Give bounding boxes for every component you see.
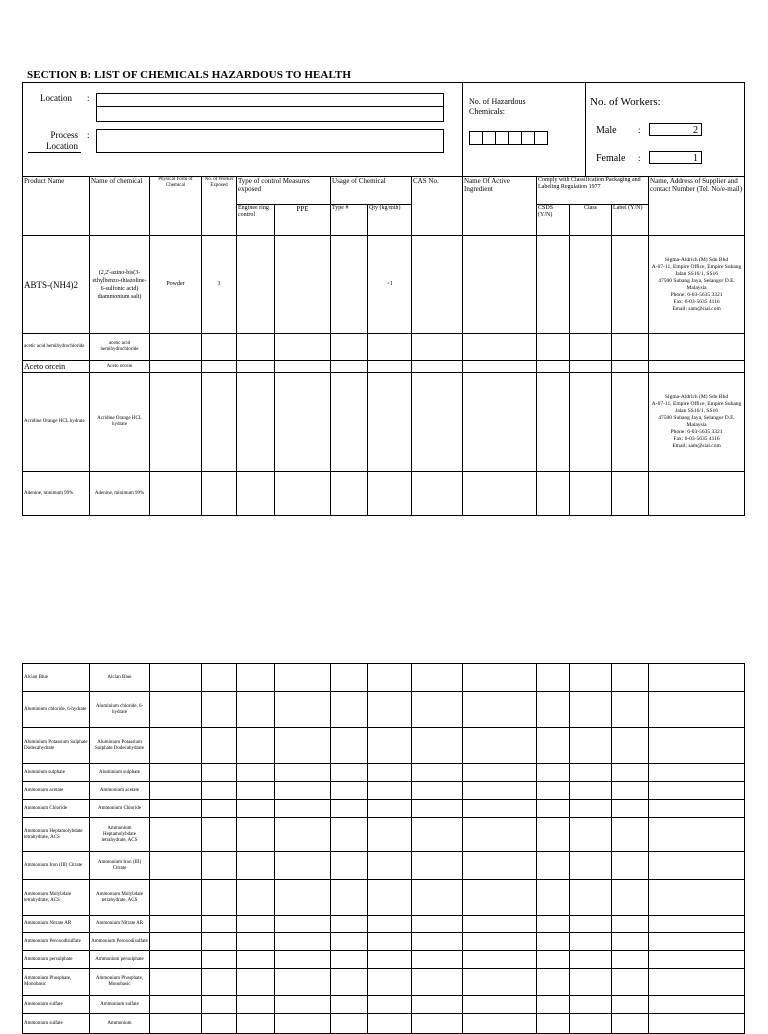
row-physical-form: Powder: [150, 236, 202, 334]
empty-cell: [368, 664, 412, 692]
table-row: [23, 334, 745, 361]
chemicals-table-bottom: [22, 663, 745, 1034]
row-chemical: Ammonium Chloride: [90, 800, 150, 818]
empty-cell: [570, 969, 612, 996]
female-label: Female: [596, 153, 626, 164]
col-product-name: Product Name: [23, 177, 90, 236]
table-row: [23, 472, 745, 516]
empty-cell: [331, 969, 368, 996]
table-row: [23, 916, 745, 933]
row-product: ABTS-(NH4)2: [23, 236, 90, 334]
empty-cell: [612, 933, 649, 951]
empty-cell: [368, 969, 412, 996]
empty-cell: [570, 880, 612, 916]
empty-cell: [202, 880, 237, 916]
row-product: Ammonium persulphate: [23, 951, 90, 969]
col-label: Label (Y/N): [612, 205, 649, 236]
empty-cell: [649, 916, 745, 933]
empty-cell: [463, 818, 537, 852]
empty-cell: [331, 728, 368, 764]
empty-cell: [150, 764, 202, 782]
table-row: [23, 800, 745, 818]
empty-cell: [412, 852, 463, 880]
row-chemical: Alcian Blue: [90, 664, 150, 692]
empty-cell: [612, 800, 649, 818]
empty-cell: [368, 852, 412, 880]
empty-cell: [202, 852, 237, 880]
row-chemical: (2,2'-azino-bis(3-ethylbenzo-thiazoline-6-sulfonic acid) diammonium salt): [90, 236, 150, 334]
table-row: [23, 880, 745, 916]
empty-cell: [368, 782, 412, 800]
table-row: [23, 236, 745, 334]
empty-cell: [331, 692, 368, 728]
table-row: [23, 373, 745, 472]
empty-cell: [331, 818, 368, 852]
empty-cell: [612, 692, 649, 728]
row-chemical: Ammonium Nitrate AR: [90, 916, 150, 933]
row-chemical: Ammonium Peroxodisulfate: [90, 933, 150, 951]
row-product: Aceto orcein: [23, 361, 90, 373]
empty-cell: [275, 800, 331, 818]
row-workers: 3: [202, 236, 237, 334]
empty-cell: [368, 818, 412, 852]
empty-cell: [463, 969, 537, 996]
empty-cell: [275, 692, 331, 728]
table-row: [23, 764, 745, 782]
empty-cell: [463, 692, 537, 728]
empty-cell: [150, 852, 202, 880]
empty-cell: [237, 916, 275, 933]
empty-cell: [331, 996, 368, 1014]
location-label: Location: [40, 93, 72, 103]
empty-cell: [570, 800, 612, 818]
empty-cell: [150, 664, 202, 692]
location-field-divider: [96, 106, 443, 107]
header-divider-2: [585, 82, 586, 176]
process-location-field[interactable]: [96, 129, 444, 153]
col-control-measures: Type of control Measures exposed: [237, 177, 331, 205]
empty-cell: [612, 764, 649, 782]
empty-cell: [150, 800, 202, 818]
empty-cell: [368, 880, 412, 916]
empty-cell: [649, 996, 745, 1014]
empty-cell: [368, 764, 412, 782]
empty-cell: [463, 951, 537, 969]
empty-cell: [570, 916, 612, 933]
row-chemical: Adenine, minimum 99%: [90, 472, 150, 516]
empty-cell: [612, 728, 649, 764]
hazardous-count-label: No. of Hazardous Chemicals:: [469, 97, 526, 116]
row-chemical: Ammonium Phosphate, Monobasic: [90, 969, 150, 996]
empty-cell: [463, 728, 537, 764]
empty-cell: [331, 764, 368, 782]
male-colon: :: [638, 125, 641, 135]
empty-cell: [649, 969, 745, 996]
row-chemical: Ammonium Heptamolybdate tetrahydrate, ACS: [90, 818, 150, 852]
empty-cell: [612, 996, 649, 1014]
process-location-label: Process Location: [46, 130, 78, 151]
row-product: Ammonium Heptamolybdate tetrahydrate, ACS: [23, 818, 90, 852]
row-qty: >1: [368, 236, 412, 334]
empty-cell: [275, 852, 331, 880]
empty-cell: [331, 951, 368, 969]
col-supplier: Name, Address of Supplier and contact Number (Tel. No/e-mail): [649, 177, 745, 236]
col-class: Class: [570, 205, 612, 236]
empty-cell: [150, 728, 202, 764]
row-product: Ammonium acetate: [23, 782, 90, 800]
row-product: Adenine, minimum 99%: [23, 472, 90, 516]
table-row: [23, 728, 745, 764]
empty-cell: [649, 764, 745, 782]
empty-cell: [463, 800, 537, 818]
empty-cell: [275, 916, 331, 933]
row-chemical: Acridine Orange HCL hydrate: [90, 373, 150, 472]
empty-cell: [237, 933, 275, 951]
col-qty: Qty (kg/mth): [368, 205, 412, 236]
empty-cell: [202, 692, 237, 728]
empty-cell: [275, 782, 331, 800]
empty-cell: [368, 996, 412, 1014]
empty-cell: [537, 852, 570, 880]
empty-cell: [537, 933, 570, 951]
empty-cell: [275, 933, 331, 951]
empty-cell: [150, 692, 202, 728]
empty-cell: [412, 880, 463, 916]
empty-cell: [275, 969, 331, 996]
female-count-field[interactable]: 1: [649, 151, 702, 164]
empty-cell: [368, 951, 412, 969]
empty-cell: [202, 800, 237, 818]
row-chemical: Ammonium sulfate: [90, 996, 150, 1014]
empty-cell: [612, 664, 649, 692]
row-product: Ammonium sulfate: [23, 996, 90, 1014]
empty-cell: [237, 818, 275, 852]
empty-cell: [150, 916, 202, 933]
empty-cell: [537, 996, 570, 1014]
empty-cell: [237, 996, 275, 1014]
row-product: Aluminium Potassium Sulphate Dodecahydrate: [23, 728, 90, 764]
empty-cell: [570, 818, 612, 852]
col-csds: CSDS (Y/N): [537, 205, 570, 236]
empty-cell: [150, 969, 202, 996]
empty-cell: [649, 818, 745, 852]
empty-cell: [612, 818, 649, 852]
empty-cell: [237, 969, 275, 996]
empty-cell: [368, 933, 412, 951]
table-row: [23, 933, 745, 951]
empty-cell: [463, 664, 537, 692]
empty-cell: [537, 880, 570, 916]
table-row: [23, 692, 745, 728]
chemicals-table-top: [22, 176, 745, 516]
empty-cell: [612, 782, 649, 800]
empty-cell: [537, 664, 570, 692]
row-product: Ammonium Phosphate, Monobasic: [23, 969, 90, 996]
empty-cell: [570, 664, 612, 692]
empty-cell: [368, 916, 412, 933]
empty-cell: [412, 818, 463, 852]
row-chemical: Ammonium: [90, 1014, 150, 1034]
empty-cell: [202, 728, 237, 764]
empty-cell: [537, 969, 570, 996]
empty-cell: [275, 951, 331, 969]
row-chemical: Aluminium sulphate: [90, 764, 150, 782]
empty-cell: [331, 782, 368, 800]
empty-cell: [537, 818, 570, 852]
empty-cell: [412, 933, 463, 951]
empty-cell: [649, 933, 745, 951]
empty-cell: [412, 969, 463, 996]
empty-cell: [331, 852, 368, 880]
row-product: acetic acid hemihydrochloride: [23, 334, 90, 361]
empty-cell: [412, 782, 463, 800]
table-row: [23, 996, 745, 1014]
empty-cell: [570, 996, 612, 1014]
row-product: Ammonium Molybdate tetrahydrate, ACS: [23, 880, 90, 916]
row-chemical: Ammonium Molybdate tetrahydrate, ACS: [90, 880, 150, 916]
empty-cell: [612, 916, 649, 933]
empty-cell: [275, 880, 331, 916]
empty-cell: [463, 916, 537, 933]
empty-cell: [412, 951, 463, 969]
empty-cell: [275, 728, 331, 764]
row-supplier: Sigma-Aldrich (M) Sdn Bhd A-07-11, Empire Office, Empire Subang Jalan SS16/1, SS16 47500 Subang Jaya, Selangor D.E. Malaysia Phone: 6-03-5635 3321 Fax: 6-03-5635 4116 Email: sam@sial.com: [649, 373, 745, 472]
empty-cell: [570, 764, 612, 782]
empty-cell: [537, 916, 570, 933]
empty-cell: [202, 933, 237, 951]
empty-cell: [649, 951, 745, 969]
col-cas-no: CAS No.: [412, 177, 463, 236]
empty-cell: [202, 664, 237, 692]
location-field[interactable]: [96, 93, 444, 122]
empty-cell: [202, 969, 237, 996]
empty-cell: [368, 800, 412, 818]
empty-cell: [237, 880, 275, 916]
empty-cell: [612, 852, 649, 880]
empty-cell: [570, 852, 612, 880]
col-workers-exposed: No. of Worker Exposed: [202, 177, 237, 236]
empty-cell: [275, 818, 331, 852]
row-product: Ammonium Nitrate AR: [23, 916, 90, 933]
empty-cell: [537, 692, 570, 728]
empty-cell: [202, 951, 237, 969]
table-row: [23, 852, 745, 880]
empty-cell: [570, 692, 612, 728]
empty-cell: [202, 764, 237, 782]
empty-cell: [150, 818, 202, 852]
table-row: [23, 664, 745, 692]
empty-cell: [150, 951, 202, 969]
empty-cell: [275, 996, 331, 1014]
empty-cell: [649, 782, 745, 800]
row-product: Acridine Orange HCL hydrate: [23, 373, 90, 472]
empty-cell: [237, 692, 275, 728]
row-chemical: Ammonium persulphate: [90, 951, 150, 969]
empty-cell: [570, 933, 612, 951]
empty-cell: [463, 996, 537, 1014]
empty-cell: [463, 782, 537, 800]
empty-cell: [150, 880, 202, 916]
empty-cell: [202, 818, 237, 852]
empty-cell: [202, 916, 237, 933]
empty-cell: [150, 782, 202, 800]
col-usage: Usage of Chemical: [331, 177, 412, 205]
col-name-of-chemical: Name of chemical: [90, 177, 150, 236]
male-count-field[interactable]: 2: [649, 123, 702, 136]
col-comply: Comply with Classification Packaging and Labeling Regulation 1977: [537, 177, 649, 205]
empty-cell: [570, 728, 612, 764]
empty-cell: [463, 880, 537, 916]
header-divider-1: [462, 82, 463, 176]
empty-cell: [412, 996, 463, 1014]
empty-cell: [331, 800, 368, 818]
table-row: [23, 969, 745, 996]
row-chemical: Ammonium acetate: [90, 782, 150, 800]
row-chemical: Aluminium chloride, 6-hydrate: [90, 692, 150, 728]
empty-cell: [649, 728, 745, 764]
female-colon: :: [638, 153, 641, 163]
process-location-colon: :: [87, 130, 90, 140]
empty-cell: [649, 852, 745, 880]
empty-cell: [237, 764, 275, 782]
row-product: Ammonium Peroxodisulfate: [23, 933, 90, 951]
empty-cell: [537, 782, 570, 800]
empty-cell: [368, 692, 412, 728]
empty-cell: [537, 728, 570, 764]
empty-cell: [537, 951, 570, 969]
empty-cell: [150, 996, 202, 1014]
empty-cell: [649, 880, 745, 916]
row-chemical: acetic acid hemihydrochloride: [90, 334, 150, 361]
empty-cell: [331, 880, 368, 916]
empty-cell: [331, 916, 368, 933]
row-product: Aluminium chloride, 6-hydrate: [23, 692, 90, 728]
row-product: Aluminium sulphate: [23, 764, 90, 782]
empty-cell: [537, 800, 570, 818]
empty-cell: [612, 951, 649, 969]
row-chemical: Aluminium Potassium Sulphate Dodecahydrate: [90, 728, 150, 764]
empty-cell: [570, 951, 612, 969]
empty-cell: [275, 664, 331, 692]
empty-cell: [412, 916, 463, 933]
section-title: SECTION B: LIST OF CHEMICALS HAZARDOUS TO HEALTH: [27, 69, 351, 81]
empty-cell: [237, 728, 275, 764]
empty-cell: [412, 692, 463, 728]
col-active-ingredient: Name Of Active Ingredient: [463, 177, 537, 236]
empty-cell: [150, 933, 202, 951]
empty-cell: [612, 880, 649, 916]
empty-cell: [570, 782, 612, 800]
empty-cell: [237, 852, 275, 880]
empty-cell: [237, 951, 275, 969]
row-chemical: Aceto orcein: [90, 361, 150, 373]
empty-cell: [275, 764, 331, 782]
empty-cell: [202, 782, 237, 800]
location-colon: :: [87, 93, 90, 103]
empty-cell: [412, 764, 463, 782]
empty-cell: [237, 782, 275, 800]
col-engineering-control: Enginee ring control: [237, 205, 275, 236]
empty-cell: [612, 969, 649, 996]
table-row: [23, 782, 745, 800]
empty-cell: [463, 764, 537, 782]
empty-cell: [412, 800, 463, 818]
table-row: [23, 818, 745, 852]
table-header-row: [23, 177, 745, 205]
empty-cell: [202, 996, 237, 1014]
hazardous-count-boxes[interactable]: [470, 131, 548, 150]
empty-cell: [649, 800, 745, 818]
empty-cell: [463, 933, 537, 951]
row-chemical: Ammonium Iron (III) Citrate: [90, 852, 150, 880]
process-location-underline: [28, 152, 81, 153]
empty-cell: [649, 664, 745, 692]
empty-cell: [331, 933, 368, 951]
row-product: Ammonium sulfate: [23, 1014, 90, 1034]
empty-cell: [368, 728, 412, 764]
empty-cell: [412, 728, 463, 764]
table-row: [23, 951, 745, 969]
empty-cell: [649, 692, 745, 728]
empty-cell: [463, 852, 537, 880]
empty-cell: [237, 664, 275, 692]
male-label: Male: [596, 125, 617, 136]
empty-cell: [237, 800, 275, 818]
empty-cell: [412, 664, 463, 692]
col-physical-form: Physical Form of Chemical: [150, 177, 202, 236]
row-product: Ammonium Chloride: [23, 800, 90, 818]
col-type: Type #: [331, 205, 368, 236]
workers-label: No. of Workers:: [590, 96, 661, 108]
row-product: Ammonium Iron (III) Citrate: [23, 852, 90, 880]
empty-cell: [331, 664, 368, 692]
empty-cell: [537, 764, 570, 782]
col-ppe: PPE: [275, 205, 331, 236]
row-supplier: Sigma-Aldrich (M) Sdn Bhd A-07-11, Empire Office, Empire Subang Jalan SS16/1, SS16 47500 Subang Jaya, Selangor D.E. Malaysia Phone: 6-03-5635 3321 Fax: 6-03-5635 4116 Email: sam@sial.com: [649, 236, 745, 334]
table-row: [23, 361, 745, 373]
row-product: Alcian Blue: [23, 664, 90, 692]
